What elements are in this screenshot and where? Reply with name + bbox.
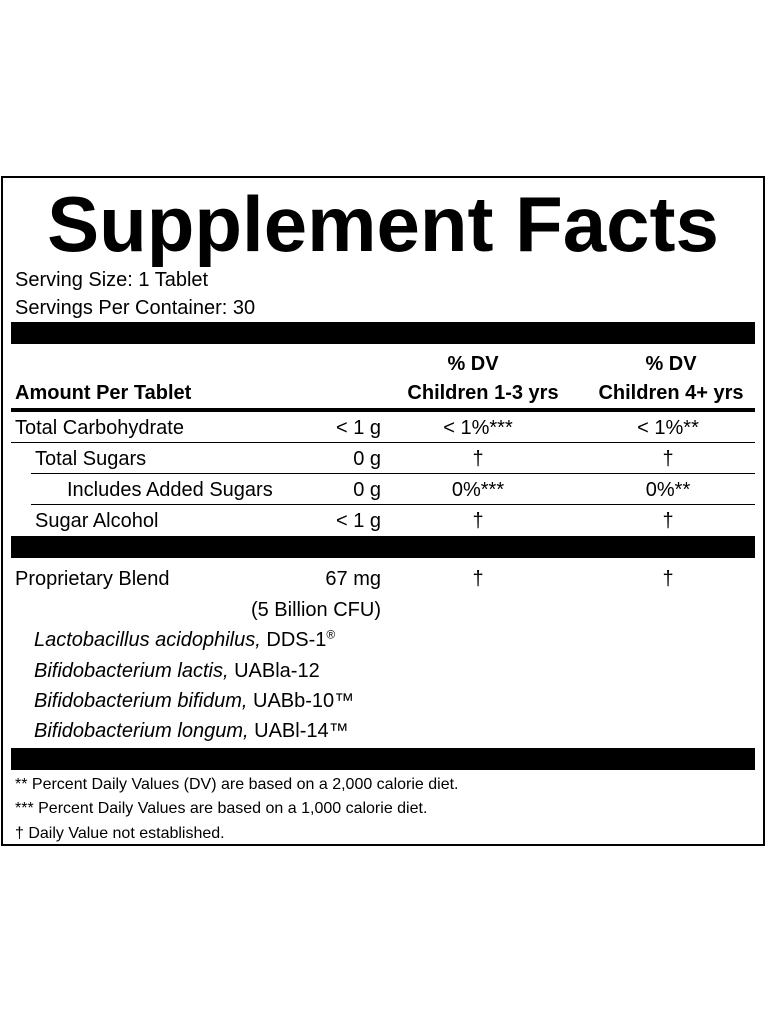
strain-item: [34, 689, 354, 713]
footnote-dagger: † Daily Value not established.: [15, 825, 225, 842]
thick-divider-middle: [11, 536, 755, 558]
row-amount-added-sugars: 0 g: [353, 479, 381, 501]
header-divider: [11, 408, 755, 412]
row-divider: [31, 473, 755, 474]
blend-dv1: †: [472, 568, 484, 590]
row-dv1-added-sugars: 0%***: [451, 479, 505, 501]
row-divider: [31, 504, 755, 505]
row-dv1-total-sugars: †: [472, 448, 484, 470]
row-name-total-carbohydrate: Total Carbohydrate: [15, 417, 184, 439]
thick-divider-bottom: [11, 748, 755, 770]
dv-col2-header-line1: % DV: [645, 353, 697, 375]
row-amount-total-carbohydrate: < 1 g: [335, 417, 381, 439]
blend-cfu: (5 Billion CFU): [250, 599, 381, 621]
row-name-added-sugars: Includes Added Sugars: [67, 479, 273, 501]
row-dv2-added-sugars: 0%**: [645, 479, 691, 501]
dv-col2-header-line2: Children 4+ yrs: [598, 382, 744, 404]
row-dv1-total-carbohydrate: < 1%***: [443, 417, 513, 439]
row-divider: [11, 442, 755, 443]
blend-amount: 67 mg: [325, 568, 381, 590]
blend-name: Proprietary Blend: [15, 568, 170, 590]
footnote-dv-1000: *** Percent Daily Values are based on a 1,000 calorie diet.: [15, 800, 428, 817]
strain-species: Lactobacillus acidophilus,: [34, 629, 261, 651]
row-name-total-sugars: Total Sugars: [35, 448, 147, 470]
footnote-dv-2000: ** Percent Daily Values (DV) are based on a 2,000 calorie diet.: [15, 776, 459, 793]
servings-per-container: Servings Per Container: 30: [15, 297, 256, 319]
row-amount-sugar-alcohol: < 1 g: [335, 510, 381, 532]
registered-mark: ®: [326, 627, 336, 642]
strain-species: Bifidobacterium longum,: [34, 720, 249, 742]
amount-per-tablet-label: Amount Per Tablet: [15, 382, 192, 404]
strain-code: UABb-10™: [253, 690, 355, 712]
strain-species: Bifidobacterium bifidum,: [34, 690, 248, 712]
strain-species: Bifidobacterium lactis,: [34, 660, 229, 682]
strain-code: DDS-1: [266, 629, 327, 651]
row-dv1-sugar-alcohol: †: [472, 510, 484, 532]
strain-item: [34, 659, 320, 683]
row-dv2-sugar-alcohol: †: [662, 510, 674, 532]
dv-col1-header-line1: % DV: [447, 353, 499, 375]
row-dv2-total-carbohydrate: < 1%**: [637, 417, 699, 439]
strain-code: UABl-14™: [254, 720, 349, 742]
row-name-sugar-alcohol: Sugar Alcohol: [35, 510, 159, 532]
supplement-facts-panel: [1, 176, 765, 846]
thick-divider-top: [11, 322, 755, 344]
blend-dv2: †: [662, 568, 674, 590]
strain-code: UABla-12: [234, 660, 320, 682]
row-dv2-total-sugars: †: [662, 448, 674, 470]
serving-size: Serving Size: 1 Tablet: [15, 269, 209, 291]
panel-title: Supplement Facts: [47, 180, 719, 268]
strain-item: [34, 628, 335, 652]
strain-item: [34, 719, 349, 743]
dv-col1-header-line2: Children 1-3 yrs: [407, 382, 559, 404]
row-amount-total-sugars: 0 g: [353, 448, 381, 470]
